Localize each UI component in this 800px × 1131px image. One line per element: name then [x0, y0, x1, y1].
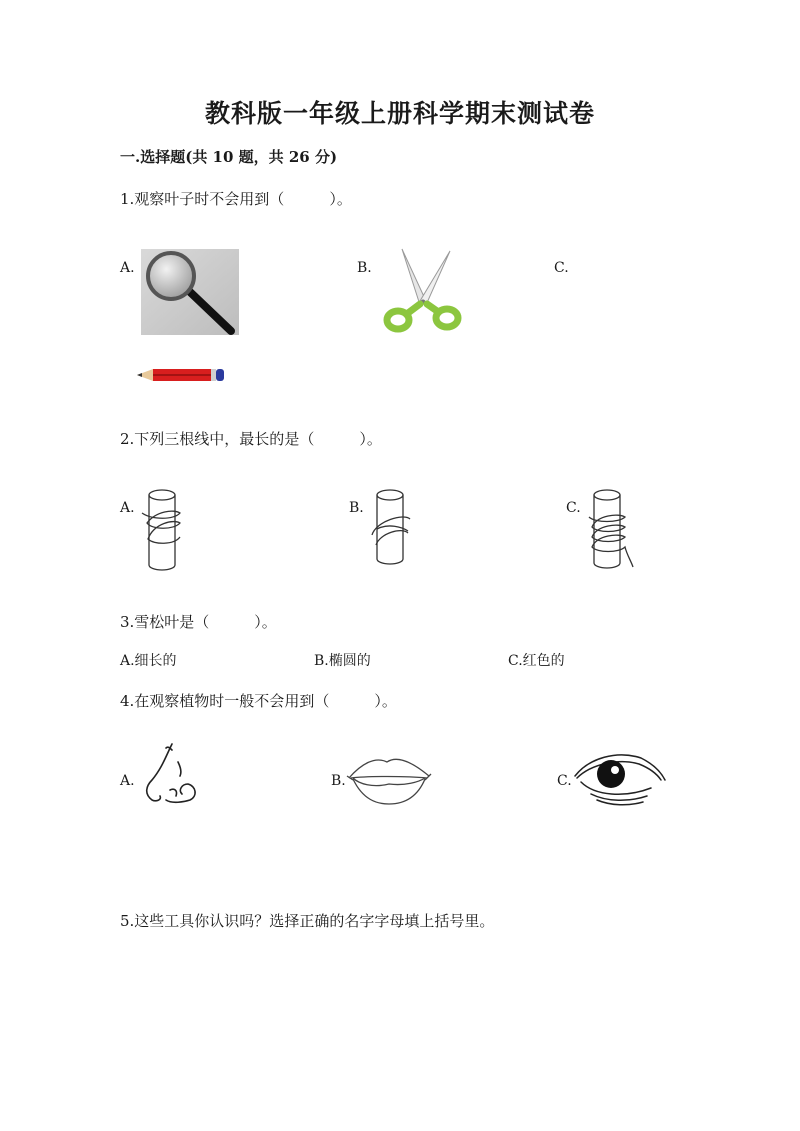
- question-4-stem: 4.在观察植物时一般不会用到（ ）。: [120, 692, 397, 710]
- wrapped-cylinder-icon: [368, 487, 414, 571]
- scissors-icon: [380, 249, 462, 333]
- q2-option-c-label[interactable]: C.: [566, 500, 581, 516]
- q1-option-a-label[interactable]: A.: [120, 260, 135, 276]
- q2-option-a-label[interactable]: A.: [120, 500, 135, 516]
- question-1-stem: 1.观察叶子时不会用到（ ）。: [120, 190, 352, 208]
- wrapped-cylinder-icon: [140, 487, 186, 571]
- wrapped-cylinder-icon: [587, 487, 637, 571]
- section-heading: 一.选择题(共 10 题，共 26 分): [120, 148, 338, 166]
- question-5-stem: 5.这些工具你认识吗？选择正确的名字字母填上括号里。: [120, 912, 495, 930]
- q4-option-c-label[interactable]: C.: [557, 773, 572, 789]
- q4-option-a-label[interactable]: A.: [120, 773, 135, 789]
- lips-icon: [347, 750, 431, 806]
- question-2-stem: 2.下列三根线中，最长的是（ ）。: [120, 430, 382, 448]
- question-3-stem: 3.雪松叶是（ ）。: [120, 613, 277, 631]
- eye-icon: [571, 750, 667, 808]
- page-title: 教科版一年级上册科学期末测试卷: [204, 99, 595, 128]
- q3-option-b[interactable]: B.椭圆的: [314, 653, 371, 669]
- q2-option-b-label[interactable]: B.: [349, 500, 364, 516]
- q3-option-a[interactable]: A.细长的: [120, 653, 177, 669]
- q3-option-c[interactable]: C.红色的: [508, 653, 565, 669]
- q1-option-b-label[interactable]: B.: [357, 260, 372, 276]
- magnifier-icon: [141, 249, 239, 335]
- pencil-icon: [137, 368, 225, 382]
- q1-option-c-label[interactable]: C.: [554, 260, 569, 276]
- nose-icon: [138, 742, 202, 806]
- q4-option-b-label[interactable]: B.: [331, 773, 346, 789]
